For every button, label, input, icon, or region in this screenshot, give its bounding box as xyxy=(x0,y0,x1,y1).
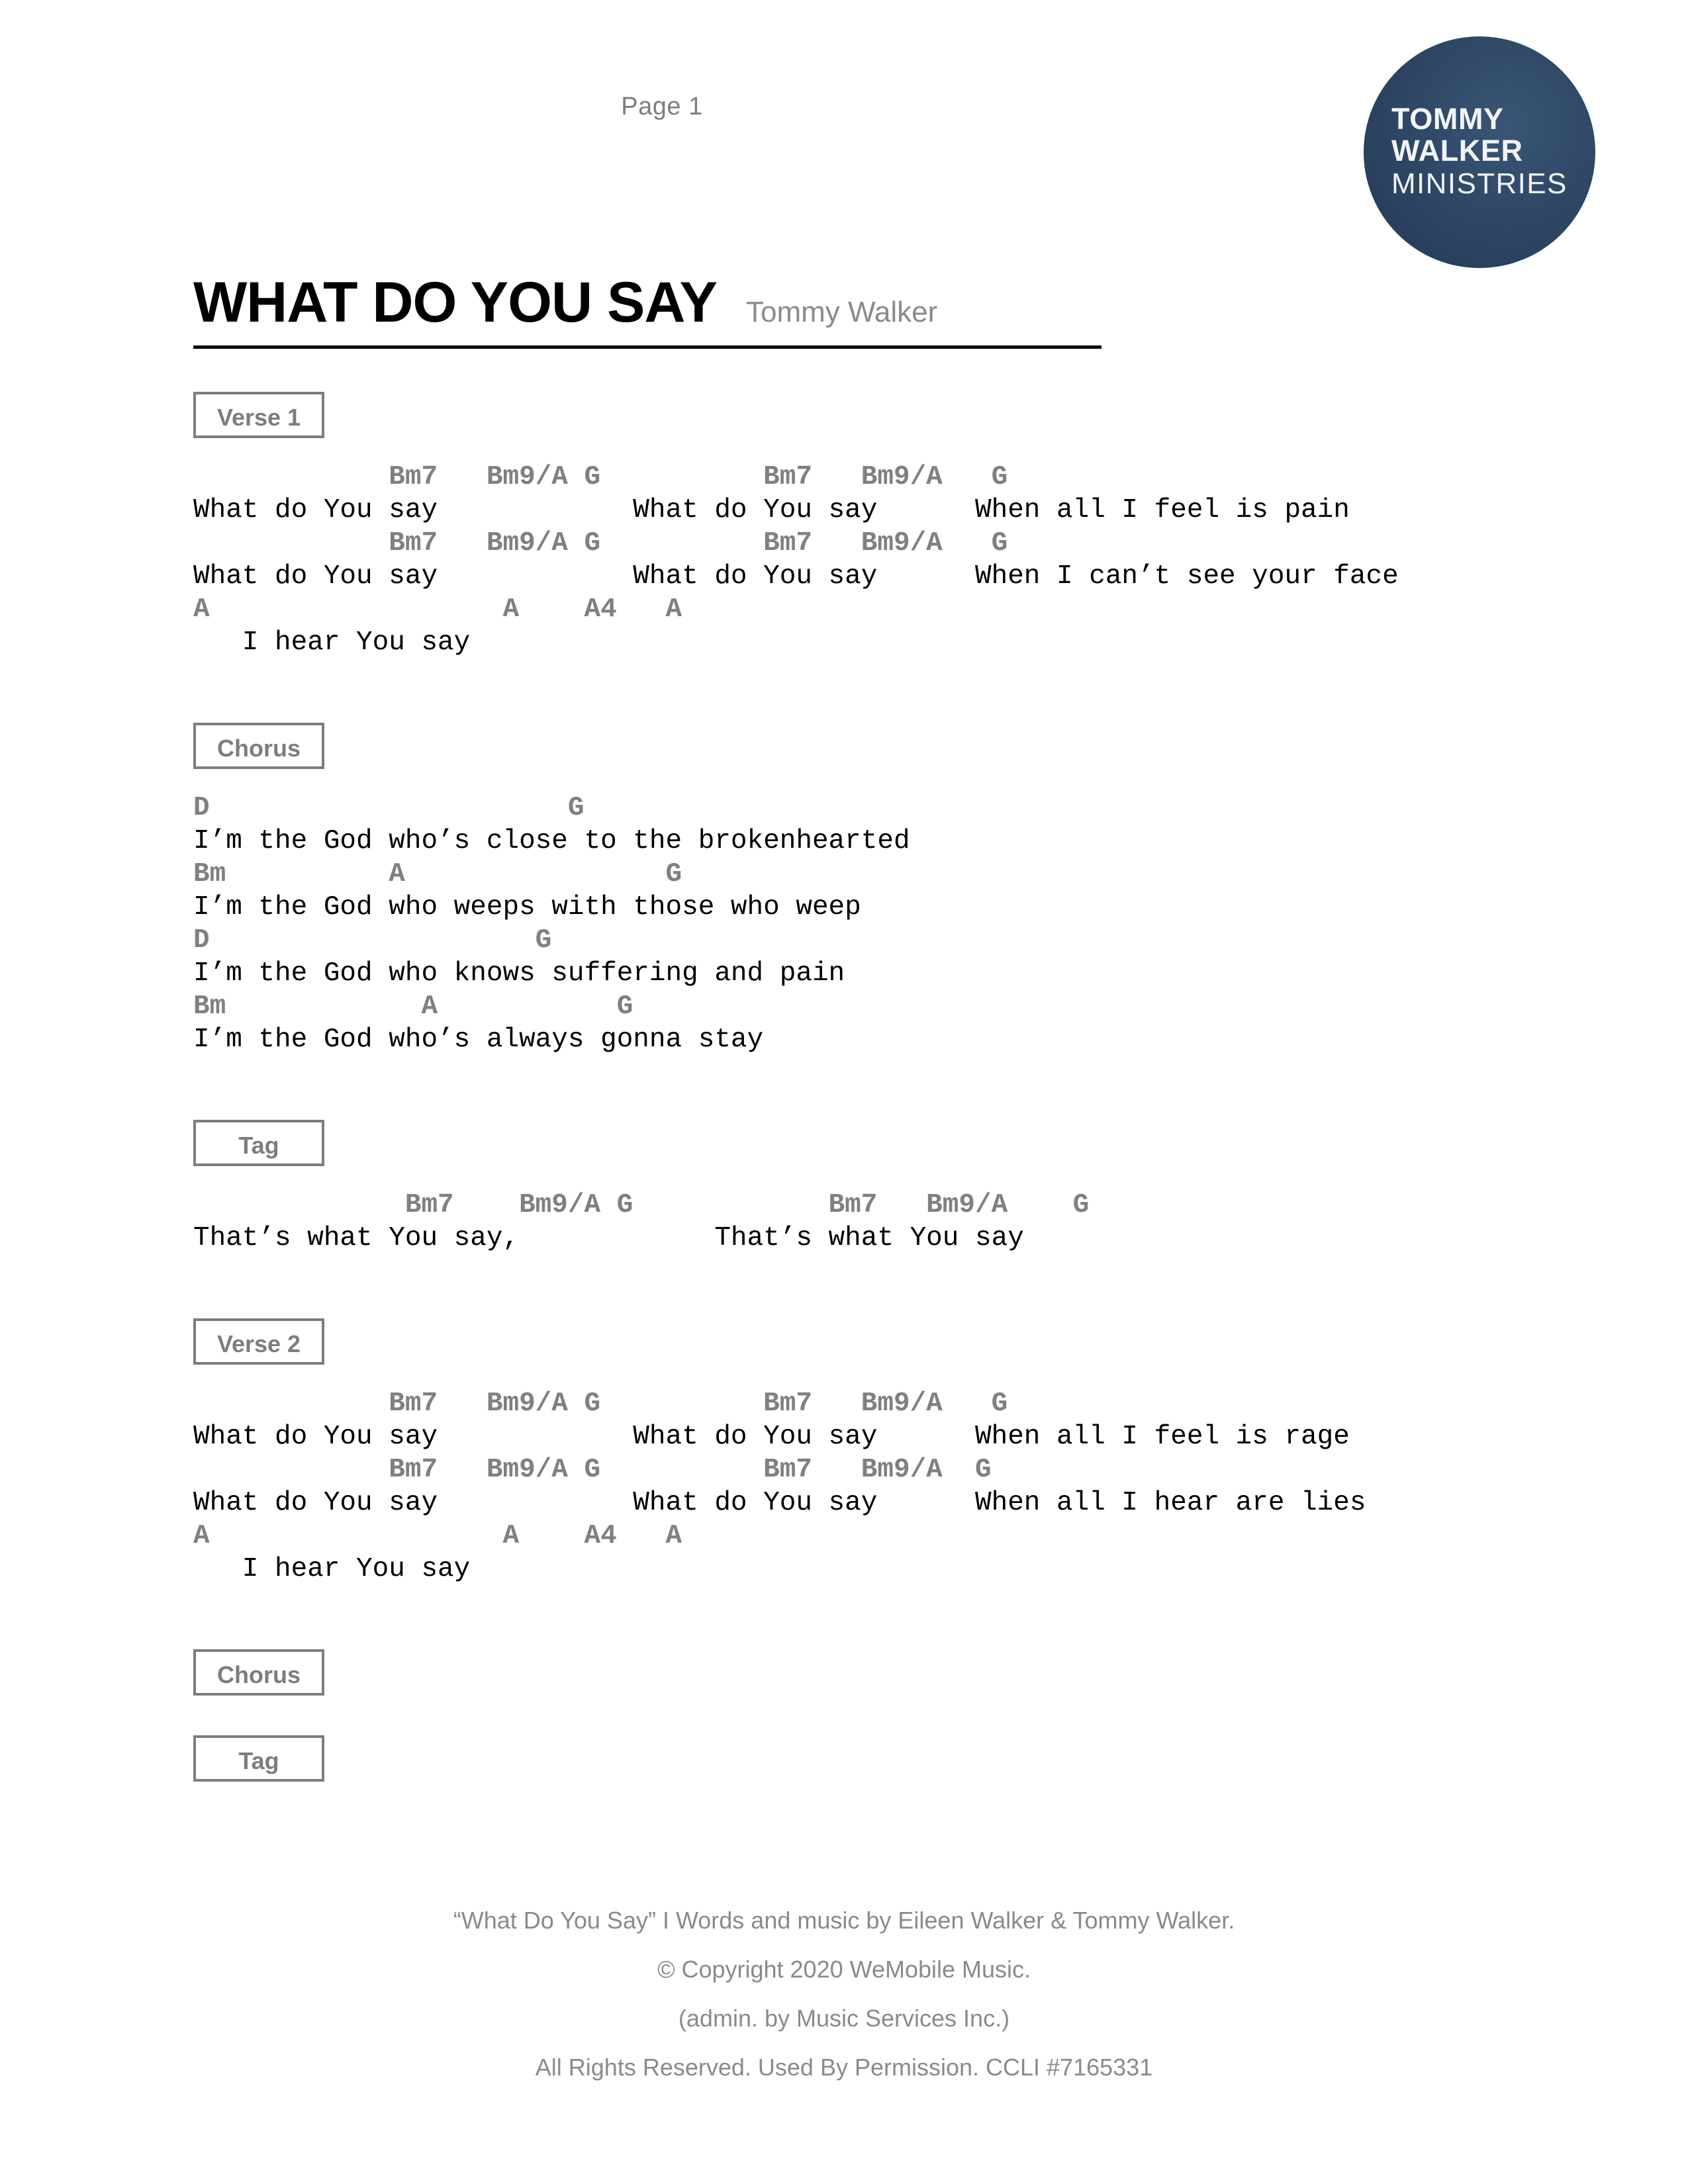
section-tag xyxy=(193,1120,1517,1255)
chord-line: Bm7 Bm9/A G Bm7 Bm9/A G xyxy=(193,1190,1090,1220)
lyric-line: I hear You say xyxy=(193,1554,471,1584)
chord-line: D G xyxy=(193,925,552,956)
footer-credits: “What Do You Say” I Words and music by Eileen Walker & Tommy Walker. xyxy=(453,1907,1235,1934)
footer-copyright: © Copyright 2020 WeMobile Music. xyxy=(657,1956,1031,1983)
section-label-tag[interactable]: Tag xyxy=(193,1735,324,1782)
spacer xyxy=(193,1166,1517,1189)
spacer xyxy=(193,1586,1517,1649)
logo-text-ministries: MINISTRIES xyxy=(1391,167,1568,200)
lyric-chord-block xyxy=(193,1387,1517,1586)
lyric-line: What do You say What do You say When all I feel is pain xyxy=(193,495,1350,525)
lyric-line: I’m the God who weeps with those who weep xyxy=(193,892,861,923)
spacer xyxy=(193,1696,1517,1735)
lyric-line: That’s what You say, That’s what You say xyxy=(193,1223,1024,1253)
lyric-line: What do You say What do You say When all I feel is rage xyxy=(193,1422,1350,1452)
footer-admin: (admin. by Music Services Inc.) xyxy=(678,2005,1010,2032)
spacer xyxy=(193,1782,1517,1821)
lyric-line: I’m the God who knows suffering and pain xyxy=(193,958,845,989)
chord-line: Bm7 Bm9/A G Bm7 Bm9/A G xyxy=(193,528,1008,559)
title-row xyxy=(193,270,1120,336)
chord-line: Bm7 Bm9/A G Bm7 Bm9/A G xyxy=(193,1455,992,1485)
chart-body xyxy=(193,392,1517,1821)
lyric-line: I’m the God who’s close to the brokenhearted xyxy=(193,826,910,856)
page-title: WHAT DO YOU SAY xyxy=(193,271,717,334)
lyric-line: I’m the God who’s always gonna stay xyxy=(193,1024,764,1055)
section-chorus xyxy=(193,1649,1517,1696)
lyric-chord-block xyxy=(193,1189,1517,1255)
page-number: Page 1 xyxy=(621,93,703,120)
spacer xyxy=(193,659,1517,723)
logo-text-walker: WALKER xyxy=(1391,134,1523,168)
lyric-chord-block xyxy=(193,792,1517,1056)
logo-text-tommy: TOMMY xyxy=(1391,102,1504,136)
chord-line: D G xyxy=(193,793,585,823)
song-artist: Tommy Walker xyxy=(745,296,938,328)
chord-line: A A A4 A xyxy=(193,594,682,625)
chord-line: Bm7 Bm9/A G Bm7 Bm9/A G xyxy=(193,1388,1008,1419)
lyric-chord-block xyxy=(193,461,1517,659)
chord-line: Bm A G xyxy=(193,991,633,1022)
section-label-chorus[interactable]: Chorus xyxy=(193,1649,324,1696)
footer-rights: All Rights Reserved. Used By Permission. CCLI #7165331 xyxy=(535,2054,1153,2081)
spacer xyxy=(193,1056,1517,1120)
chord-line: A A A4 A xyxy=(193,1521,682,1551)
section-label-chorus[interactable]: Chorus xyxy=(193,723,324,769)
title-divider xyxy=(193,345,1102,349)
section-label-tag[interactable]: Tag xyxy=(193,1120,324,1166)
chord-line: Bm A G xyxy=(193,859,682,889)
lyric-line: What do You say What do You say When I can’t see your face xyxy=(193,561,1399,592)
chord-line: Bm7 Bm9/A G Bm7 Bm9/A G xyxy=(193,462,1008,492)
spacer xyxy=(193,1255,1517,1318)
section-label-verse-1[interactable]: Verse 1 xyxy=(193,392,324,438)
tommy-walker-ministries-logo xyxy=(1364,36,1595,268)
section-verse-2 xyxy=(193,1318,1517,1586)
section-verse-1 xyxy=(193,392,1517,659)
section-label-verse-2[interactable]: Verse 2 xyxy=(193,1318,324,1365)
spacer xyxy=(193,1365,1517,1387)
section-tag xyxy=(193,1735,1517,1782)
spacer xyxy=(193,769,1517,792)
section-chorus xyxy=(193,723,1517,1056)
footer xyxy=(0,1896,1688,2092)
lyric-line: What do You say What do You say When all I hear are lies xyxy=(193,1488,1366,1518)
spacer xyxy=(193,438,1517,461)
lyric-line: I hear You say xyxy=(193,627,471,658)
